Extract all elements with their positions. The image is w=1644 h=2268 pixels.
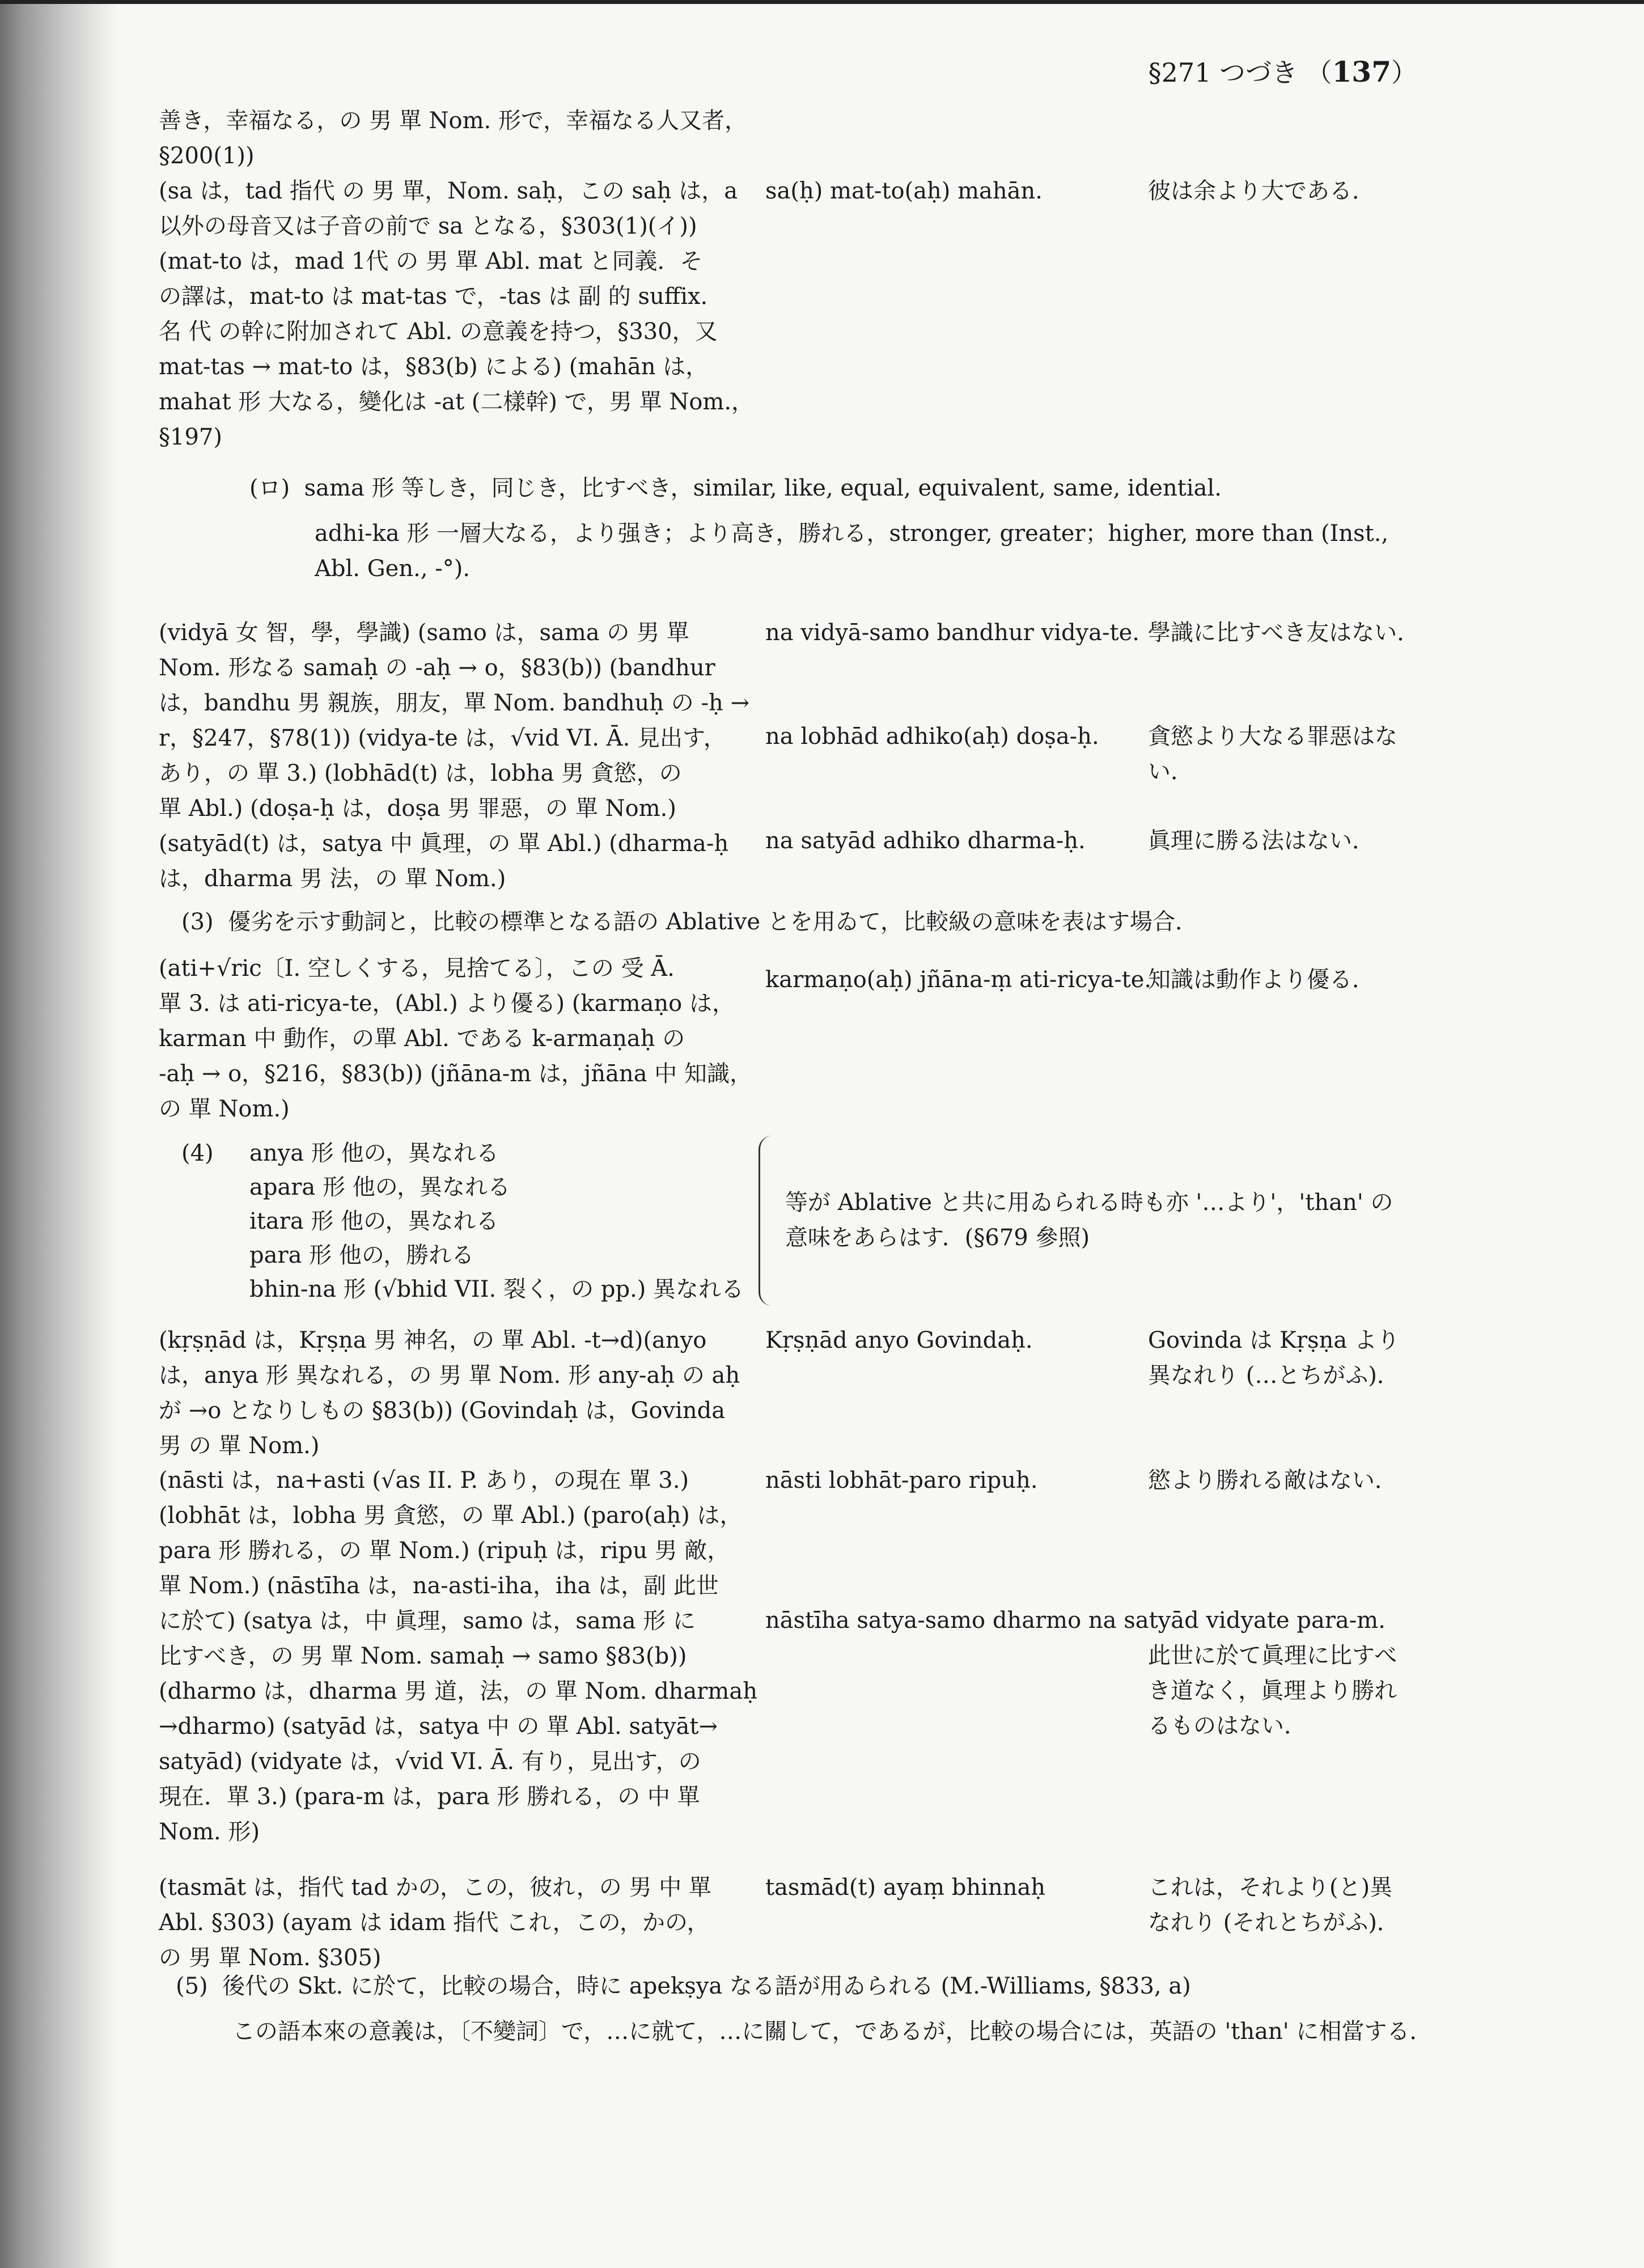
- grammar-note-6: (kṛṣṇād は，Kṛṣṇa 男 神名，の 單 Abl. -t→d)(anyo は，anya 形 異なれる，の 男 單 Nom. 形 any-aḥ の aḥ が →o となりしもの §83(b)) (Govindaḥ は，Govinda 男 の 單 Nom.): [159, 1327, 740, 1459]
- adjective-item: itara 形 他の，異なれる: [249, 1208, 499, 1234]
- grammar-note-5: (ati+√ric〔I. 空しくする，見捨てる〕，この 受 Ā. 單 3. は ati-ricya-te，(Abl.) より優る) (karmaṇo は， karman 中 動作，の單 Abl. である k-armaṇaḥ の -aḥ → o，§216，§83(b)) (jñāna-m は，jñāna 中 知識， の 單 Nom.): [159, 955, 752, 1122]
- translation-8: 此世に於て眞理に比すべ き道なく，眞理より勝れ るものはない．: [1148, 1643, 1397, 1739]
- section-4-note: 等が Ablative と共に用ゐられる時も亦 '…より'，'than' の 意味をあらはす．(§679 參照): [785, 1190, 1393, 1251]
- sanskrit-example-8: nāstīha satya-samo dharmo na satyād vidyate para-m.: [765, 1607, 1385, 1634]
- section-3-heading: (3) 優劣を示す動詞と，比較の標準となる語の Ablative とを用ゐて，比較級の意味を表はす場合．: [181, 909, 1198, 935]
- adjective-item: anya 形 他の，異なれる: [249, 1140, 499, 1166]
- translation-9: これは，それより(と)異 なれり (それとちがふ)．: [1148, 1875, 1400, 1936]
- translation-5: 知識は動作より優る．: [1148, 967, 1375, 993]
- page-number: 137: [1332, 55, 1391, 88]
- section-ref: §271 つづき: [1148, 57, 1298, 88]
- grammar-note-2: (vidyā 女 智，學，學識) (samo は，sama の 男 單 Nom. 形なる samaḥ の -aḥ → o，§83(b)) (bandhur は，bandhu 男 親族，朋友，單 Nom. bandhuḥ の -ḥ → r，§247，§78(1)) (vidya-te は，√vid VI. Ā. 見出す， あり，の 單 3.) (lobhād(t) は，lobha 男 貪慾，の 單 Abl.) (doṣa-ḥ は，doṣa 男 罪惡，の 單 Nom.) (satyād(t) は，satya 中 眞理，の 單 Abl.) (dharma-ḥ は，dharma 男 法，の 單 Nom.): [159, 620, 749, 892]
- grammar-note-1: 善き，幸福なる，の 男 單 Nom. 形で，幸福なる人又者， §200(1)) (sa は，tad 指代 の 男 單，Nom. saḥ，この saḥ は，a 以外の母音又は子音の前で sa となる，§303(1)(イ)) (mat-to は，mad 1代 の 男 單 Abl. mat と同義．そ の譯は，mat-to は mat-tas で，-tas は 副 的 suffix． 名 代 の幹に附加されて Abl. の意義を持つ，§330，又 mat-tas → mat-to は，§83(b) による) (mahān は， mahat 形 大なる，變化は -at (二樣幹) で，男 單 Nom.， §197): [159, 108, 755, 450]
- adjective-item: apara 形 他の，異なれる: [249, 1174, 511, 1200]
- sanskrit-example-2: na vidyā-samo bandhur vidya-te.: [765, 620, 1139, 646]
- adjective-item: bhin-na 形 (√bhid VII. 裂く，の pp.) 異なれる: [249, 1276, 744, 1302]
- section-5-line2: この語本來の意義は，〔不變詞〕で，…に就て，…に關して，であるが，比較の場合には，英語の 'than' に相當する．: [232, 2019, 1433, 2045]
- top-edge-line: [0, 0, 1644, 4]
- sanskrit-example-3: na lobhād adhiko(aḥ) doṣa-ḥ.: [765, 723, 1099, 750]
- subsection-ro-line2: adhi-ka 形 一層大なる，より强き；より高き，勝れる，stronger, greater；higher, more than (Inst., Abl. Gen., -°).: [315, 521, 1389, 582]
- translation-4: 眞理に勝る法はない．: [1148, 828, 1375, 854]
- sanskrit-example-5: karmaṇo(aḥ) jñāna-ṃ ati-ricya-te.: [765, 967, 1152, 993]
- sanskrit-example-7: nāsti lobhāt-paro ripuḥ.: [765, 1467, 1038, 1493]
- grouping-brace: [759, 1136, 773, 1306]
- page-header: §271 つづき （137）: [1148, 55, 1417, 88]
- adjective-item: para 形 他の，勝れる: [249, 1242, 474, 1268]
- translation-1: 彼は余より大である．: [1148, 178, 1375, 204]
- grammar-note-7: (nāsti は，na+asti (√as II. P. あり，の現在 單 3.) (lobhāt は，lobha 男 貪慾，の 單 Abl.) (paro(aḥ) は， para 形 勝れる，の 單 Nom.) (ripuḥ は，ripu 男 敵， 單 Nom.) (nāstīha は，na-asti-iha，iha は，副 此世 に於て) (satya は，中 眞理，samo は，sama 形 に 比すべき，の 男 單 Nom. samaḥ → samo §83(b)) (dharmo は，dharma 男 道，法，の 單 Nom. dharmaḥ →dharmo) (satyād は，satya 中 の 單 Abl. satyāt→ satyād) (vidyate は，√vid VI. Ā. 有り，見出す，の 現在．單 3.) (para-m は，para 形 勝れる，の 中 單 Nom. 形): [159, 1467, 757, 1845]
- translation-2: 學識に比すべき友はない．: [1148, 620, 1420, 646]
- section-4-number: (4): [181, 1140, 214, 1166]
- sanskrit-example-1: sa(ḥ) mat-to(aḥ) mahān.: [765, 178, 1043, 204]
- translation-3: 貪慾より大なる罪惡はな い．: [1148, 723, 1397, 785]
- section-5-line1: (5) 後代の Skt. に於て，比較の場合，時に apekṣya なる語が用ゐられる (M.-Williams, §833, a): [176, 1973, 1191, 1999]
- sanskrit-example-9: tasmād(t) ayaṃ bhinnaḥ: [765, 1875, 1046, 1901]
- subsection-ro-line1: (ロ) sama 形 等しき，同じき，比すべき，similar, like, equal, equivalent, same, idential.: [249, 475, 1222, 501]
- translation-7: 慾より勝れる敵はない．: [1148, 1467, 1397, 1493]
- sanskrit-example-4: na satyād adhiko dharma-ḥ.: [765, 828, 1086, 854]
- book-spine-shadow: [0, 0, 119, 2268]
- sanskrit-example-6: Kṛṣṇād anyo Govindaḥ.: [765, 1327, 1033, 1353]
- translation-6: Govinda は Kṛṣṇa より 異なれり (…とちがふ)．: [1148, 1327, 1400, 1389]
- grammar-note-9: (tasmāt は，指代 tad かの，この，彼れ，の 男 中 單 Abl. §303) (ayam は idam 指代 これ，この，かの， の 男 單 Nom. §305): [159, 1875, 711, 1971]
